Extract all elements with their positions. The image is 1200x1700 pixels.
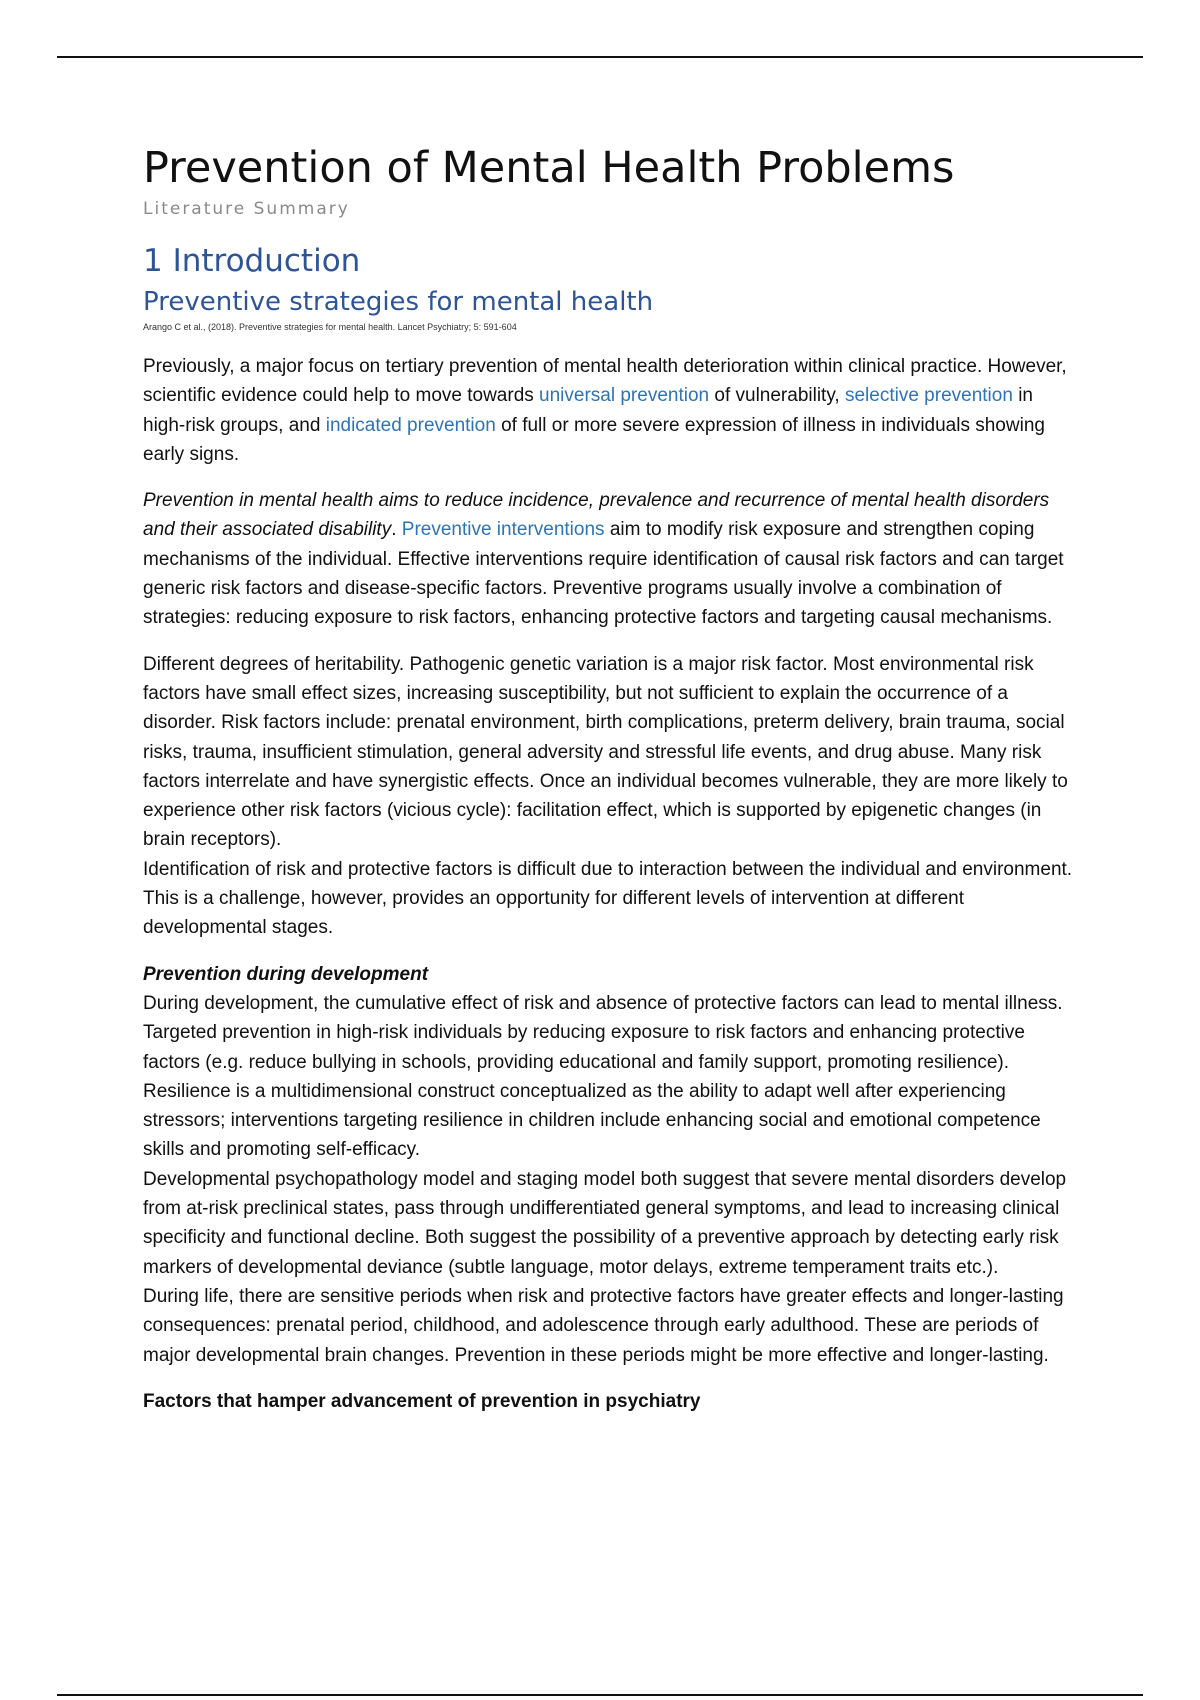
document-body	[143, 138, 1078, 1416]
header-rule	[57, 56, 1143, 58]
paragraph-risk-identification: Identification of risk and protective factors is difficult due to interaction between the individual and environment. This is a challenge, however, provides an opportunity for different levels of intervention at different developmental stages.	[143, 858, 1073, 939]
heading-hampering-factors: Factors that hamper advancement of prevention in psychiatry	[143, 1390, 701, 1412]
text: of vulnerability,	[709, 385, 845, 407]
document-subtitle: Literature Summary	[143, 199, 350, 219]
text: aim to modify risk exposure and strengthen coping mechanisms of the individual. Effective interventions require identification of causal risk factors and can target generic risk factors and disease-specific factors. Preventive programs usually involve a combination of strategies: reducing exposure to risk factors, enhancing protective factors and targeting causal mechanisms.	[143, 519, 1064, 629]
subhead-text: Prevention during development	[143, 963, 429, 985]
text: of full or more severe expression of illness in individuals showing early signs.	[143, 414, 1045, 465]
definition-text: Prevention in mental health aims to reduce incidence, prevalence and recurrence of mental health disorders and their associated disability	[143, 490, 1050, 541]
paragraph-heritability: Different degrees of heritability. Pathogenic genetic variation is a major risk factor. Most environmental risk factors have small effect sizes, increasing susceptibility, but not sufficient to explain the occurrence of a disorder. Risk factors include: prenatal environment, birth complications, preterm delivery, brain trauma, social risks, trauma, insufficient stimulation, general adversity and stressful life events, and drug abuse. Many risk factors interrelate and have synergistic effects. Once an individual becomes vulnerable, they are more likely to experience other risk factors (vicious cycle): facilitation effect, which is supported by epigenetic changes (in brain receptors).	[143, 653, 1068, 851]
text: in high-risk groups, and	[143, 385, 1033, 436]
link-selective-prevention[interactable]: selective prevention	[844, 385, 1013, 407]
footer-rule	[57, 1694, 1143, 1696]
paragraph-sensitive-periods: During life, there are sensitive periods when risk and protective factors have greater effects and longer-lasting consequences: prenatal period, childhood, and adolescence through early adulthood. These are periods of major developmental brain changes. Prevention in these periods might be more effective and longer-lasting.	[143, 1285, 1064, 1366]
paragraph-psychopathology-model: Developmental psychopathology model and staging model both suggest that severe mental disorders develop from at-risk preclinical states, pass through undifferentiated general symptoms, and lead to increasing clinical specificity and functional decline. Both suggest the possibility of a preventive approach by detecting early risk markers of developmental deviance (subtle language, motor delays, extreme temperament traits etc.).	[143, 1168, 1067, 1278]
paragraph-development-risk: During development, the cumulative effect of risk and absence of protective factors can lead to mental illness. Targeted prevention in high-risk individuals by reducing exposure to risk factors and enhancing protective factors (e.g. reduce bullying in schools, providing educational and family support, promoting resilience). Resilience is a multidimensional construct conceptualized as the ability to adapt well after experiencing stressors; interventions targeting resilience in children include enhancing social and emotional competence skills and promoting self-efficacy.	[143, 992, 1063, 1161]
link-universal-prevention[interactable]: universal prevention	[539, 385, 710, 407]
link-indicated-prevention[interactable]: indicated prevention	[325, 414, 496, 436]
document-title: Prevention of Mental Health Problems	[143, 143, 955, 193]
section-heading-introduction: 1 Introduction	[143, 243, 361, 279]
paragraph-prevention-aims	[143, 486, 1078, 632]
paragraph-prevention-types	[143, 352, 1078, 469]
subsection-heading-preventive-strategies: Preventive strategies for mental health	[143, 287, 654, 317]
text: Previously, a major focus on tertiary prevention of mental health deterioration within clinical practice. However, scientific evidence could help to move towards	[143, 356, 1067, 407]
link-preventive-interventions[interactable]: Preventive interventions	[401, 519, 605, 541]
citation: Arango C et al., (2018). Preventive strategies for mental health. Lancet Psychiatry; 5: 591-604	[143, 322, 517, 332]
text: .	[391, 519, 402, 541]
subhead-prevention-development	[143, 960, 1078, 989]
